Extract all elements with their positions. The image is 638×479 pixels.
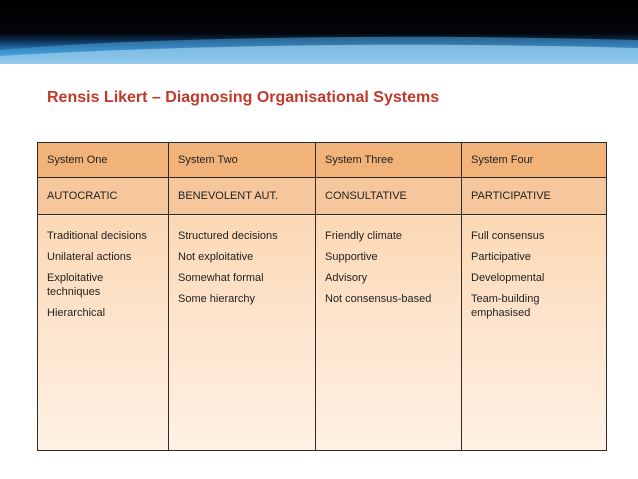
system-name-row (38, 143, 607, 178)
banner-wave-graphic (0, 32, 638, 64)
trait-item: Advisory (325, 272, 368, 284)
slide-title: Rensis Likert – Diagnosing Organisational Systems (47, 89, 440, 106)
trait-item: Exploitative techniques (47, 272, 104, 298)
system-two-type: BENEVOLENT AUT. (169, 178, 316, 215)
system-one-header: System One (38, 143, 169, 178)
trait-item: Supportive (325, 251, 378, 263)
trait-item: Team-building emphasised (471, 293, 540, 319)
system-four-traits (462, 215, 607, 451)
header-banner (0, 0, 638, 64)
likert-systems-table (37, 142, 607, 451)
trait-item: Unilateral actions (47, 251, 132, 263)
system-one-traits (38, 215, 169, 451)
trait-item: Some hierarchy (178, 293, 256, 305)
system-two-traits (169, 215, 316, 451)
system-traits-row (38, 215, 607, 451)
system-three-header: System Three (316, 143, 462, 178)
system-four-type: PARTICIPATIVE (462, 178, 607, 215)
system-three-type: CONSULTATIVE (316, 178, 462, 215)
trait-item: Traditional decisions (47, 230, 147, 242)
trait-item: Developmental (471, 272, 545, 284)
system-four-header: System Four (462, 143, 607, 178)
trait-item: Participative (471, 251, 531, 263)
system-two-header: System Two (169, 143, 316, 178)
trait-item: Hierarchical (47, 307, 106, 319)
system-type-row (38, 178, 607, 215)
system-three-traits (316, 215, 462, 451)
trait-item: Not exploitative (178, 251, 254, 263)
trait-item: Somewhat formal (178, 272, 264, 284)
trait-item: Structured decisions (178, 230, 278, 242)
trait-item: Full consensus (471, 230, 545, 242)
trait-item: Not consensus-based (325, 293, 432, 305)
trait-item: Friendly climate (325, 230, 403, 242)
system-one-type: AUTOCRATIC (38, 178, 169, 215)
